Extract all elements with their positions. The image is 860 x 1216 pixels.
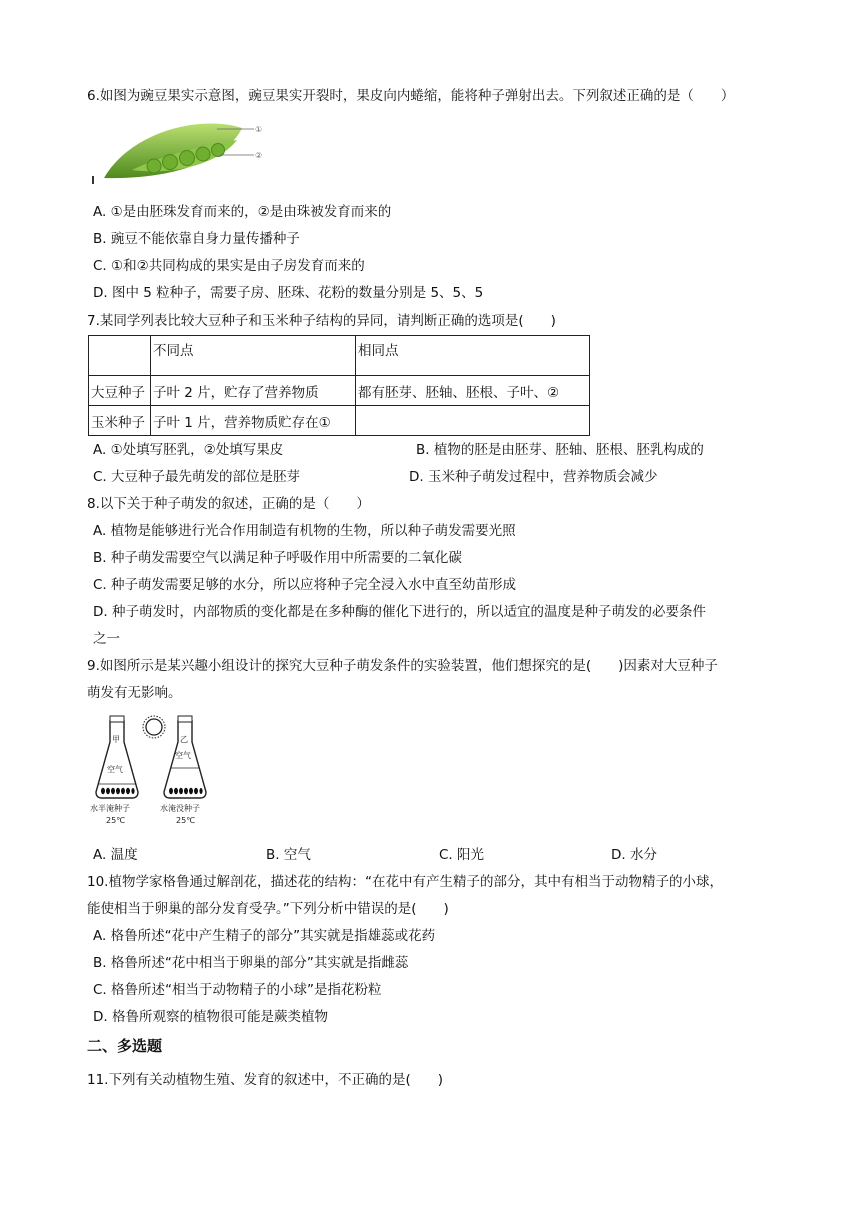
q10-option-d: D. 格鲁所观察的植物很可能是蕨类植物 <box>93 1009 328 1025</box>
flask-b-caption: 水淹没种子 <box>160 804 200 813</box>
q8-option-d-cont: 之一 <box>93 631 120 647</box>
flask-a-temp: 25℃ <box>106 816 126 825</box>
q6-option-b: B. 豌豆不能依靠自身力量传播种子 <box>93 231 300 247</box>
table-cell: 玉米种子 <box>89 406 151 436</box>
flask-experiment-figure <box>88 712 218 832</box>
section-title: 二、多选题 <box>87 1037 163 1055</box>
flask-a <box>96 716 138 798</box>
q8-option-a: A. 植物是能够进行光合作用制造有机物的生物，所以种子萌发需要光照 <box>93 523 516 539</box>
pea-seed <box>180 151 195 166</box>
table-header-cell <box>89 336 151 376</box>
flask-a-air: 空气 <box>107 765 123 774</box>
flask-a-caption: 水半淹种子 <box>90 804 130 813</box>
pea-seed <box>212 144 225 157</box>
table-row <box>89 406 590 436</box>
q8-option-c: C. 种子萌发需要足够的水分，所以应将种子完全浸入水中直至幼苗形成 <box>93 577 517 593</box>
table-row <box>89 336 590 376</box>
table-cell: 大豆种子 <box>89 376 151 406</box>
flask-b-label: 乙 <box>180 735 188 744</box>
table-header-cell: 不同点 <box>151 336 356 376</box>
table-cell: 都有胚芽、胚轴、胚根、子叶、② <box>356 376 590 406</box>
q9-stem-line2: 萌发有无影响。 <box>87 685 182 701</box>
q9-stem-line1: 9.如图所示是某兴趣小组设计的探究大豆种子萌发条件的实验装置，他们想探究的是( )因素对大豆种子 <box>87 658 718 674</box>
q8-option-d: D. 种子萌发时，内部物质的变化都是在多种酶的催化下进行的，所以适宜的温度是种子萌发的必要条件 <box>93 604 706 620</box>
pea-seed <box>196 147 210 161</box>
flask-a-label: 甲 <box>112 735 120 744</box>
q7-option-c: C. 大豆种子最先萌发的部位是胚芽 <box>93 469 301 485</box>
q7-option-a: A. ①处填写胚乳，②处填写果皮 <box>93 442 284 458</box>
q9-option-a: A. 温度 <box>93 847 138 863</box>
sun-icon <box>143 716 165 738</box>
q6-option-d: D. 图中 5 粒种子，需要子房、胚珠、花粉的数量分别是 5、5、5 <box>93 285 484 301</box>
q6-stem: 6.如图为豌豆果实示意图，豌豆果实开裂时，果皮向内蜷缩，能将种子弹射出去。下列叙述正确的是（ ） <box>87 88 735 104</box>
q10-stem-line1: 10.植物学家格鲁通过解剖花，描述花的结构：“在花中有产生精子的部分，其中有相当于动物精子的小球， <box>87 874 723 890</box>
q7-option-d: D. 玉米种子萌发过程中，营养物质会减少 <box>409 469 658 485</box>
q8-stem: 8.以下关于种子萌发的叙述，正确的是（ ） <box>87 496 370 512</box>
q7-option-b: B. 植物的胚是由胚芽、胚轴、胚根、胚乳构成的 <box>416 442 704 458</box>
q11-stem: 11.下列有关动植物生殖、发育的叙述中，不正确的是( ) <box>87 1072 444 1088</box>
pod-label-2: ② <box>255 151 263 160</box>
table-cell: 子叶 2 片，贮存了营养物质 <box>151 376 356 406</box>
flask-b-temp: 25℃ <box>176 816 196 825</box>
q6-option-a: A. ①是由胚珠发育而来的，②是由珠被发育而来的 <box>93 204 392 220</box>
pod-label-1: ① <box>255 125 263 134</box>
table-row <box>89 376 590 406</box>
flask-b-air: 空气 <box>175 751 191 760</box>
table-cell: 子叶 1 片，营养物质贮存在① <box>151 406 356 436</box>
q10-option-c: C. 格鲁所述“相当于动物精子的小球”是指花粉粒 <box>93 982 382 998</box>
pea-seed <box>147 159 161 173</box>
pea-seed <box>163 155 178 170</box>
q10-option-a: A. 格鲁所述“花中产生精子的部分”其实就是指雄蕊或花药 <box>93 928 436 944</box>
q10-option-b: B. 格鲁所述“花中相当于卵巢的部分”其实就是指雌蕊 <box>93 955 409 971</box>
table-header-cell: 相同点 <box>356 336 590 376</box>
table-cell <box>356 406 590 436</box>
q9-option-b: B. 空气 <box>266 847 311 863</box>
q8-option-b: B. 种子萌发需要空气以满足种子呼吸作用中所需要的二氧化碳 <box>93 550 462 566</box>
pea-pod-figure <box>92 110 272 190</box>
q9-option-c: C. 阳光 <box>439 847 485 863</box>
q7-stem: 7.某同学列表比较大豆种子和玉米种子结构的异同，请判断正确的选项是( ) <box>87 313 556 329</box>
q10-stem-line2: 能使相当于卵巢的部分发育受孕。”下列分析中错误的是( ) <box>87 901 449 917</box>
q6-option-c: C. ①和②共同构成的果实是由子房发育而来的 <box>93 258 365 274</box>
q9-option-d: D. 水分 <box>611 847 657 863</box>
seed-compare-table <box>88 335 590 436</box>
